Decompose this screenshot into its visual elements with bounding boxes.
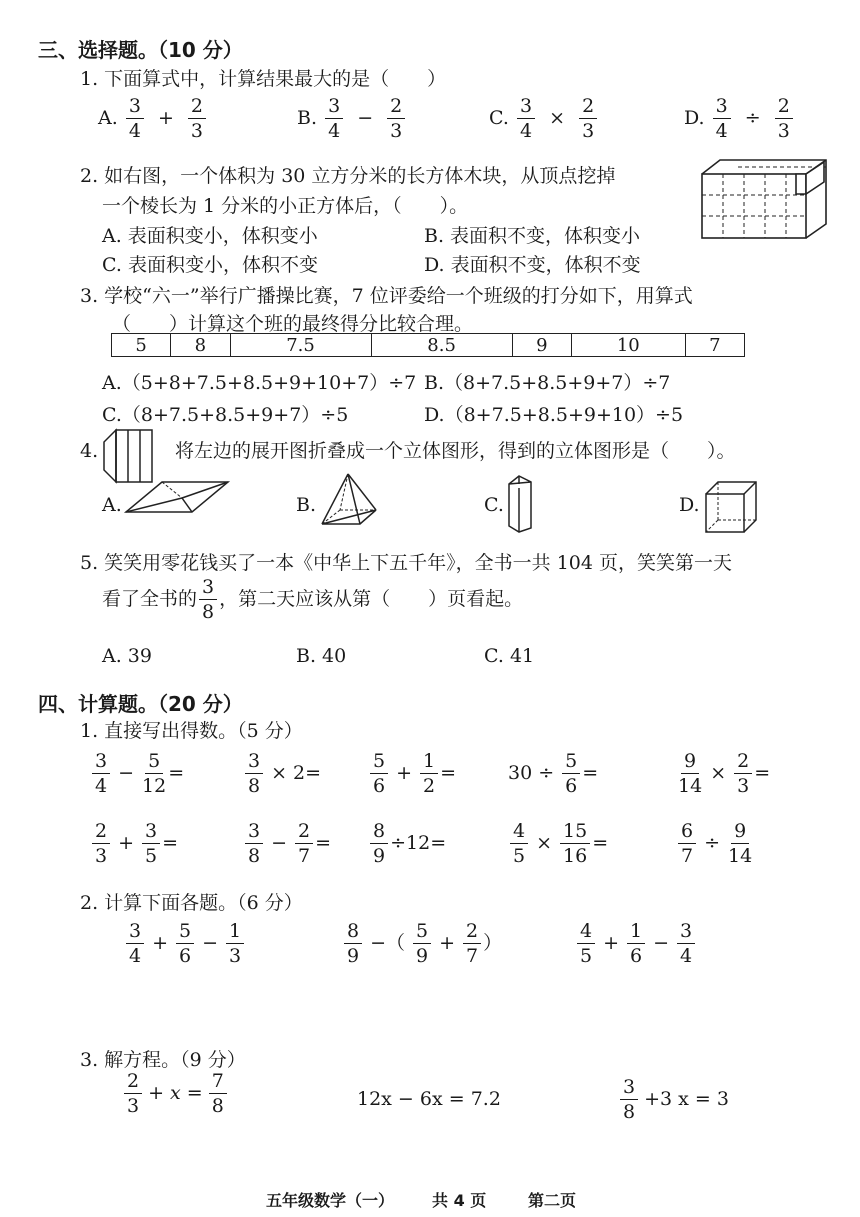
fraction: $\frac{2}{3}$ <box>775 97 793 141</box>
q5-stem-line2: 看了全书的 $\frac{3}{8}$ ，第二天应该从第（ ）页看起。 <box>102 576 524 623</box>
q3-option-c: C.（8+7.5+8.5+9+7）÷5 <box>102 404 349 426</box>
equation-1: $\frac{2}{3}$ + x = $\frac{7}{8}$ <box>122 1072 229 1116</box>
q1-option-b: B. $\frac{3}{4}$ − $\frac{2}{3}$ <box>297 97 407 141</box>
q4-number: 4. <box>80 440 99 462</box>
calc-expression-1: $\frac{3}{4}$ + $\frac{5}{6}$ − $\frac{1}{3}$ <box>124 922 246 966</box>
q3-option-b: B.（8+7.5+8.5+9+7）÷7 <box>424 372 671 394</box>
q3-stem-line2: （ ）计算这个班的最终得分比较合理。 <box>112 313 474 335</box>
table-row <box>112 334 745 357</box>
fraction: $\frac{3}{8}$ <box>199 578 217 622</box>
q4-option-a-label: A. <box>102 494 122 516</box>
calc-expression-2: $\frac{8}{9}$ −（ $\frac{5}{9}$ + $\frac{2}{7}$ ） <box>342 922 502 966</box>
q4-stem: 将左边的展开图折叠成一个立体图形，得到的立体图形是（ ）。 <box>175 440 736 462</box>
q2-option-d: D. 表面积不变，体积不变 <box>424 254 641 276</box>
section-4-heading: 四、计算题。（20 分） <box>38 692 243 716</box>
oral-calc-item: $\frac{3}{8}$ − $\frac{2}{7}$ = <box>243 822 331 866</box>
fraction: $\frac{3}{4}$ <box>713 97 731 141</box>
cuboid-diagram <box>700 158 830 242</box>
q4-option-c-label: C. <box>484 494 504 516</box>
table-cell: 7.5 <box>230 334 371 357</box>
q2-option-b: B. 表面积不变，体积变小 <box>424 225 641 247</box>
oral-calc-item: $\frac{4}{5}$ × $\frac{15}{16}$ = <box>508 822 608 866</box>
table-cell: 10 <box>571 334 685 357</box>
q1-stem: 1. 下面算式中，计算结果最大的是（ ） <box>80 68 447 90</box>
triangular-prism-icon <box>122 478 232 518</box>
p1-title: 1. 直接写出得数。（5 分） <box>80 720 303 742</box>
q2-stem-line2: 一个棱长为 1 分米的小正方体后，（ ）。 <box>102 195 469 217</box>
q4-option-d-label: D. <box>679 494 700 516</box>
q5-option-a: A. 39 <box>102 645 152 667</box>
calc-expression-3: $\frac{4}{5}$ + $\frac{1}{6}$ − $\frac{3}{4}$ <box>575 922 697 966</box>
fraction: $\frac{3}{4}$ <box>517 97 535 141</box>
score-table <box>111 333 745 357</box>
oral-calc-item: $\frac{3}{8}$ × 2= <box>243 752 321 796</box>
fraction: $\frac{2}{3}$ <box>188 97 206 141</box>
tall-prism-icon <box>505 474 535 534</box>
net-diagram <box>100 424 156 486</box>
q4-option-b-label: B. <box>296 494 317 516</box>
q5-option-b: B. 40 <box>296 645 347 667</box>
oral-calc-item: $\frac{5}{6}$ + $\frac{1}{2}$ = <box>368 752 456 796</box>
q2-option-a: A. 表面积变小，体积变小 <box>102 225 318 247</box>
q5-stem-line1: 5. 笑笑用零花钱买了一本《中华上下五千年》，全书一共 104 页，笑笑第一天 <box>80 552 733 574</box>
q3-option-d: D.（8+7.5+8.5+9+10）÷5 <box>424 404 684 426</box>
table-cell: 8.5 <box>371 334 512 357</box>
oral-calc-item: $\frac{8}{9}$ ÷12= <box>368 822 446 866</box>
oral-calc-item: $\frac{2}{3}$ + $\frac{3}{5}$ = <box>90 822 178 866</box>
table-cell: 5 <box>112 334 171 357</box>
q3-stem-line1: 3. 学校“六一”举行广播操比赛，7 位评委给一个班级的打分如下，用算式 <box>80 285 693 307</box>
table-cell: 9 <box>512 334 571 357</box>
fraction: $\frac{2}{3}$ <box>579 97 597 141</box>
footer-page-number: 第二页 <box>528 1191 577 1210</box>
q2-stem-line1: 2. 如右图，一个体积为 30 立方分米的长方体木块，从顶点挖掉 <box>80 165 616 187</box>
fraction: $\frac{2}{3}$ <box>387 97 405 141</box>
oral-calc-item: 30 ÷ $\frac{5}{6}$ = <box>508 750 599 797</box>
q5-option-c: C. 41 <box>484 645 535 667</box>
p3-title: 3. 解方程。（9 分） <box>80 1049 246 1071</box>
table-cell: 8 <box>171 334 230 357</box>
equation-2: 12x − 6x = 7.2 <box>357 1088 501 1110</box>
footer-total-pages: 共 4 页 <box>432 1191 487 1210</box>
q1-option-c: C. $\frac{3}{4}$ × $\frac{2}{3}$ <box>489 97 599 141</box>
cube-icon <box>702 478 758 534</box>
table-cell: 7 <box>685 334 744 357</box>
oral-calc-item: $\frac{3}{4}$ − $\frac{5}{12}$ = <box>90 752 184 796</box>
q1-option-a: A. $\frac{3}{4}$ + $\frac{2}{3}$ <box>98 97 208 141</box>
equation-3: $\frac{3}{8}$ +3 x = 3 <box>618 1078 729 1122</box>
p2-title: 2. 计算下面各题。（6 分） <box>80 892 303 914</box>
q1-option-d: D. $\frac{3}{4}$ ÷ $\frac{2}{3}$ <box>684 97 795 141</box>
oral-calc-item: $\frac{9}{14}$ × $\frac{2}{3}$ = <box>678 750 771 797</box>
footer-subject: 五年级数学（一） <box>266 1191 395 1210</box>
section-3-heading: 三、选择题。（10 分） <box>38 38 243 62</box>
fraction: $\frac{3}{4}$ <box>126 97 144 141</box>
q3-option-a: A.（5+8+7.5+8.5+9+10+7）÷7 <box>102 372 417 394</box>
oral-calc-item: $\frac{6}{7}$ ÷ $\frac{9}{14}$ <box>676 822 754 866</box>
fraction: $\frac{3}{4}$ <box>325 97 343 141</box>
pyramid-icon <box>318 472 380 528</box>
q2-option-c: C. 表面积变小，体积不变 <box>102 254 318 276</box>
